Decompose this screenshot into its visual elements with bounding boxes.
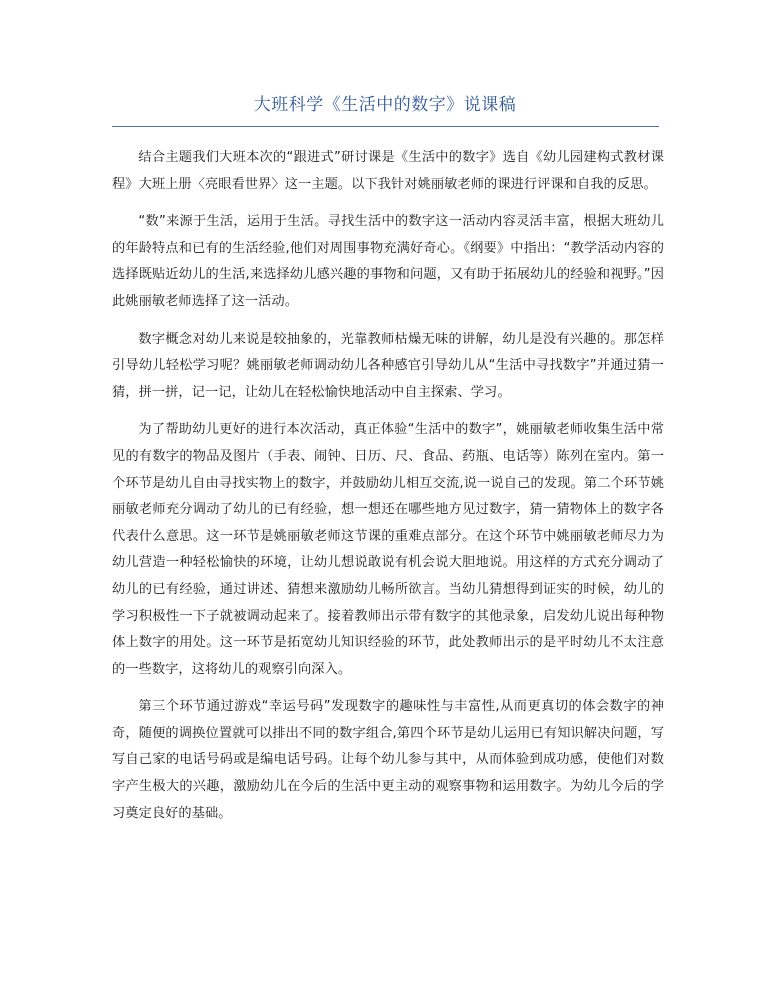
paragraph-intro: 结合主题我们大班本次的“跟进式”研讨课是《生活中的数字》选自《幼儿园建构式教材课程》大班上册〈亮眼看世界〉这一主题。以下我针对姚丽敏老师的课进行评课和自我的反思。 [112, 150, 664, 192]
paragraph-game-stage: 第三个环节通过游戏“幸运号码”发现数字的趣味性与丰富性,从而更真切的体会数字的神奇，随便的调换位置就可以排出不同的数字组合,第四个环节是幼儿运用已有知识解决问题，写写自己家的电话号码或是编电话号码。让每个幼儿参与其中，从而体验到成功感，使他们对数字产生极大的兴趣，激励幼儿在今后的生活中更主动的观察事物和运用数字。为幼儿今后的学习奠定良好的基础。 [112, 699, 664, 821]
paragraph-activity-stages: 为了帮助幼儿更好的进行本次活动，真正体验“生活中的数字”，姚丽敏老师收集生活中常见的有数字的物品及图片（手表、闹钟、日历、尺、食品、药瓶、电话等）陈列在室内。第一个环节是幼儿自由寻找实物上的数字，并鼓励幼儿相互交流,说一说自己的发现。第二个环节姚丽敏老师充分调动了幼儿的已有经验，想一想还在哪些地方见过数字，猜一猜物体上的数字各代表什么意思。这一环节是姚丽敏老师这节课的重难点部分。在这个环节中姚丽敏老师尽力为幼儿营造一种轻松愉快的环境，让幼儿想说敢说有机会说大胆地说。用这样的方式充分调动了幼儿的已有经验，通过讲述、猜想来激励幼儿畅所欲言。当幼儿猜想得到证实的时候，幼儿的学习积极性一下子就被调动起来了。接着教师出示带有数字的其他录象，启发幼儿说出每种物体上数字的用处。这一环节是拓宽幼儿知识经验的环节，此处教师出示的是平时幼儿不太注意的一些数字，这将幼儿的观察引向深入。 [112, 422, 664, 677]
document-title: 大班科学《生活中的数字》说课稿 [253, 95, 517, 115]
paragraph-origin-of-numbers: “数”来源于生活，运用于生活。寻找生活中的数字这一活动内容灵活丰富，根据大班幼儿的年龄特点和已有的生活经验,他们对周围事物充满好奇心。《纲要》中指出：“教学活动内容的选择既贴近幼儿的生活,来选择幼儿感兴趣的事物和问题，又有助于拓展幼儿的经验和视野。”因此姚丽敏老师选择了这一活动。 [112, 214, 664, 309]
paragraph-abstract-concept: 数字概念对幼儿来说是较抽象的，光靠教师枯燥无味的讲解，幼儿是没有兴趣的。那怎样引导幼儿轻松学习呢？姚丽敏老师调动幼儿各种感官引导幼儿从“生活中寻找数字”并通过猜一猜，拼一拼，记一记，让幼儿在轻松愉快地活动中自主探索、学习。 [112, 331, 664, 400]
document-body [112, 145, 664, 838]
title-underline [112, 126, 659, 127]
